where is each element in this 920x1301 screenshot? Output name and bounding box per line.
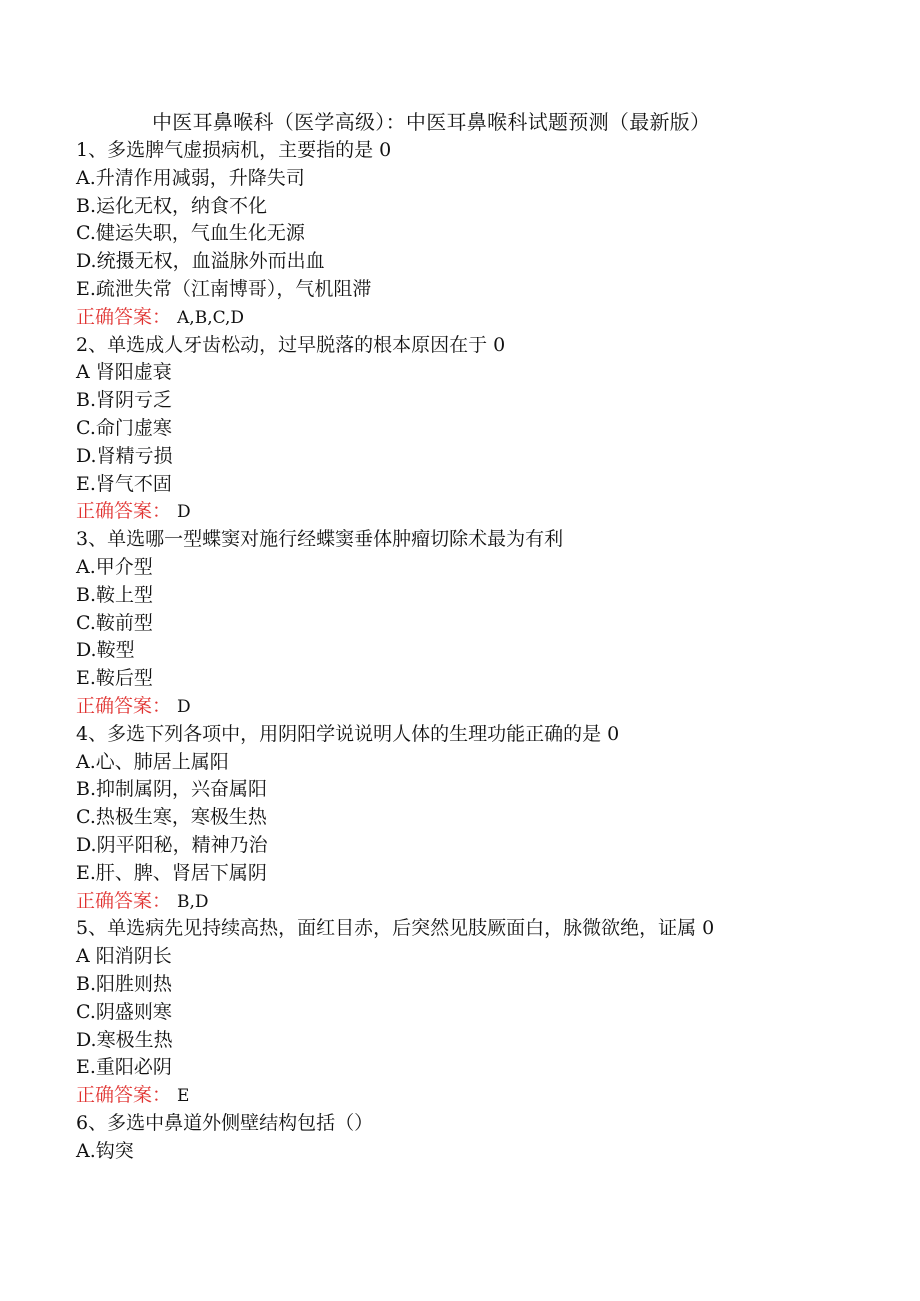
answer-option: B.运化无权，纳食不化 (76, 194, 268, 217)
answer-option: D.肾精亏损 (76, 444, 173, 467)
correct-answer (76, 304, 856, 332)
correct-answer-value: E (177, 1086, 190, 1107)
answer-option: E.肾气不固 (76, 472, 172, 495)
answer-option: C.阴盛则寒 (76, 1000, 172, 1023)
answer-option: C.鞍前型 (76, 611, 153, 634)
correct-answer (76, 498, 856, 526)
correct-answer-label: 正确答案： (76, 500, 172, 523)
correct-answer-value: D (177, 502, 191, 523)
document-page (76, 107, 856, 1165)
correct-answer-label: 正确答案： (76, 889, 172, 912)
answer-option: B.抑制属阴，兴奋属阳 (76, 778, 268, 801)
correct-answer-label: 正确答案： (76, 305, 172, 328)
answer-option: C.健运失职，气血生化无源 (76, 222, 305, 245)
answer-option: C.命门虚寒 (76, 416, 172, 439)
answer-option: D.寒极生热 (76, 1028, 173, 1051)
question-stem: 5、单选病先见持续高热，面红目赤，后突然见肢厥面白，脉微欲绝，证属 0 (76, 917, 715, 940)
answer-option: D.鞍型 (76, 639, 135, 662)
correct-answer-value: D (177, 696, 191, 717)
answer-option: B.阳胜则热 (76, 972, 173, 995)
answer-option: A.心、肺居上属阳 (76, 750, 229, 773)
answer-option: A 阳消阴长 (76, 945, 172, 968)
answer-option: A 肾阳虚衰 (76, 361, 172, 384)
correct-answer (76, 693, 856, 721)
answer-option: B.肾阴亏乏 (76, 389, 173, 412)
answer-option: E.肝、脾、肾居下属阴 (76, 861, 267, 884)
answer-option: A.钩突 (76, 1139, 134, 1162)
question-block (76, 526, 856, 721)
question-block (76, 721, 856, 916)
document-title: 中医耳鼻喉科（医学高级）：中医耳鼻喉科试题预测（最新版） (152, 110, 711, 134)
answer-option: E.疏泄失常（江南博哥），气机阻滞 (76, 277, 372, 300)
question-stem: 2、单选成人牙齿松动，过早脱落的根本原因在于 0 (76, 333, 506, 356)
question-list (76, 137, 856, 1165)
answer-option: E.鞍后型 (76, 667, 153, 690)
answer-option: E.重阳必阴 (76, 1056, 172, 1079)
answer-option: B.鞍上型 (76, 583, 154, 606)
correct-answer-value: A,B,C,D (177, 307, 245, 328)
answer-option: A.升清作用减弱，升降失司 (76, 166, 305, 189)
answer-option: A.甲介型 (76, 555, 153, 578)
answer-option: D.阴平阳秘，精神乃治 (76, 833, 268, 856)
question-block (76, 137, 856, 332)
correct-answer-label: 正确答案： (76, 1084, 172, 1107)
correct-answer-value: B,D (177, 891, 209, 912)
answer-option: D.统摄无权，血溢脉外而出血 (76, 250, 325, 273)
question-block (76, 1110, 856, 1166)
question-stem: 3、单选哪一型蝶窦对施行经蝶窦垂体肿瘤切除术最为有利 (76, 528, 564, 551)
question-stem: 4、多选下列各项中，用阴阳学说说明人体的生理功能正确的是 0 (76, 722, 620, 745)
question-stem: 6、多选中鼻道外侧壁结构包括（） (76, 1111, 374, 1134)
question-block (76, 332, 856, 527)
question-stem: 1、多选脾气虚损病机，主要指的是 0 (76, 139, 392, 161)
answer-option: C.热极生寒，寒极生热 (76, 806, 267, 829)
question-block (76, 915, 856, 1110)
correct-answer (76, 888, 856, 916)
correct-answer (76, 1082, 856, 1110)
correct-answer-label: 正确答案： (76, 694, 172, 717)
